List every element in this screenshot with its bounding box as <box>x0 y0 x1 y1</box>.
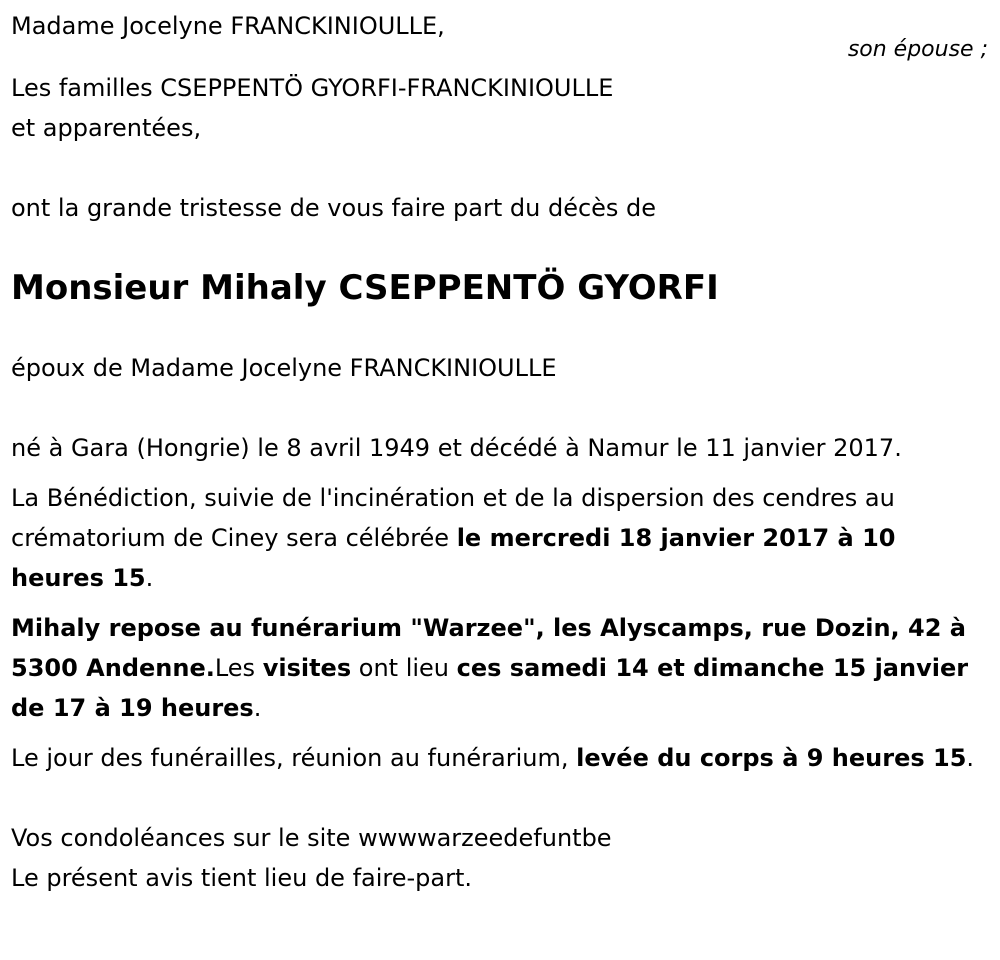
funeral-day-time: levée du corps à 9 heures 15 <box>576 744 967 772</box>
ceremony-end: . <box>145 564 154 592</box>
funeral-day-text: Le jour des funérailles, réunion au funérarium, <box>11 744 577 772</box>
visits-prefix: Les <box>214 654 263 682</box>
families-line-2: et apparentées, <box>11 114 202 142</box>
families-line-1: Les familles CSEPPENTÖ GYORFI-FRANCKINIOULLE <box>11 74 614 102</box>
obituary-notice <box>11 0 986 898</box>
spouse-line: Madame Jocelyne FRANCKINIOULLE, <box>11 12 445 40</box>
visits-schedule: ces samedi 14 et dimanche 15 janvier de 17 à 19 heures <box>11 654 969 722</box>
visits-mid: ont lieu <box>351 654 457 682</box>
faire-part-notice: Le présent avis tient lieu de faire-part. <box>11 864 473 892</box>
ceremony-paragraph <box>11 478 986 598</box>
ceremony-text: La Bénédiction, suivie de l'incinération et de la dispersion des cendres au crématorium de Ciney sera célébrée <box>11 484 895 552</box>
funerarium-paragraph <box>11 608 986 728</box>
funeral-day-end: . <box>966 744 975 772</box>
funerarium-end: . <box>253 694 262 722</box>
birth-death-text: né à Gara (Hongrie) le 8 avril 1949 et décédé à Namur le 11 janvier 2017. <box>11 434 902 462</box>
visits-label: visites <box>262 654 352 682</box>
funeral-day-paragraph <box>11 738 986 778</box>
announcement-text: ont la grande tristesse de vous faire part du décès de <box>11 194 657 222</box>
spouse-of-text: époux de Madame Jocelyne FRANCKINIOULLE <box>11 354 557 382</box>
condolences-text: Vos condoléances sur le site wwwwarzeedefuntbe <box>11 824 612 852</box>
deceased-name: Monsieur Mihaly CSEPPENTÖ GYORFI <box>11 268 719 308</box>
spouse-relation: son épouse ; <box>847 37 988 62</box>
funerarium-location: Mihaly repose au funérarium "Warzee", les Alyscamps, rue Dozin, 42 à 5300 Andenne. <box>11 614 966 682</box>
ceremony-date: le mercredi 18 janvier 2017 à 10 heures 15 <box>11 524 896 592</box>
